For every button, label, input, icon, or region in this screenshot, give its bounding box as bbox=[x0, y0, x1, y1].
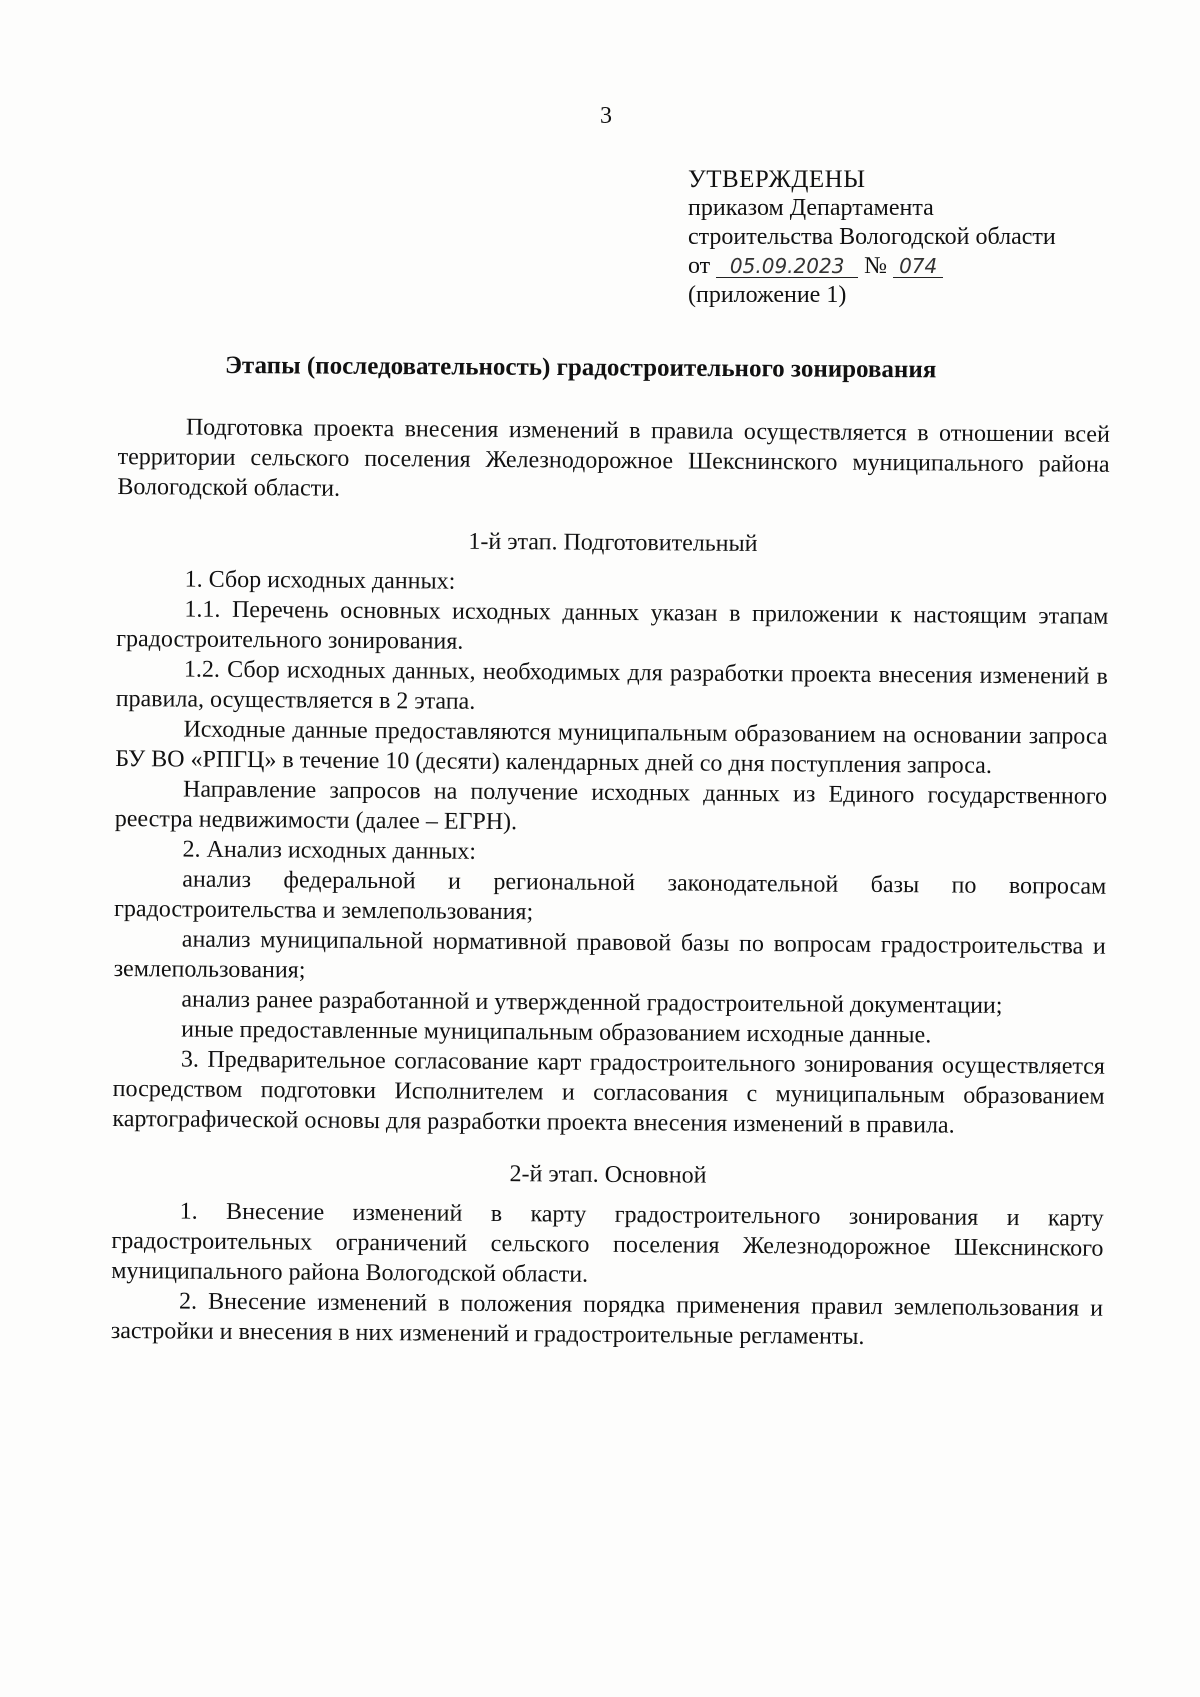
stage-2-heading: 2-й этап. Основной bbox=[509, 1161, 707, 1189]
stage-1-item-2-a: анализ федеральной и региональной законодательной базы по вопросам градостроительства и землепользования; bbox=[113, 866, 1107, 926]
stage-1-item-2-b: анализ муниципальной нормативной правовой базы по вопросам градостроительства и землепользования; bbox=[113, 926, 1106, 984]
approval-line-2: строительства Вологодской области bbox=[688, 224, 1056, 250]
approved-heading: УТВЕРЖДЕНЫ bbox=[688, 166, 866, 193]
stage-1-source-paragraph: Исходные данные предоставляются муниципальным образованием на основании запроса БУ ВО «РПГЦ» в течение 10 (десяти) календарных дней со дня поступления запроса. bbox=[115, 716, 1108, 779]
number-label: № bbox=[864, 253, 888, 279]
document-body bbox=[111, 412, 1110, 1354]
stage-1-item-3: 3. Предварительное согласование карт градостроительного зонирования осуществляется посредством подготовки Исполнителем и согласования с муниципальным образованием картографической основы для разработки проекта внесения изменений в правила. bbox=[112, 1046, 1105, 1139]
stage-1-heading: 1-й этап. Подготовительный bbox=[468, 528, 758, 558]
intro-paragraph: Подготовка проекта внесения изменений в правила осуществляется в отношении всей территории сельского поселения Железнодорожное Шекснинского муниципального района Вологодской области. bbox=[117, 414, 1110, 502]
stage-1-item-2: 2. Анализ исходных данных: bbox=[182, 836, 477, 865]
stage-2-item-2: 2. Внесение изменений в положения порядка применения правил землепользования и застройки и внесения в них изменений и градостроительные регламенты. bbox=[110, 1288, 1104, 1350]
appendix-note: (приложение 1) bbox=[688, 282, 847, 308]
approval-stamp-block bbox=[688, 165, 1056, 310]
stage-2-item-1: 1. Внесение изменений в карту градостроительного зонирования и карту градостроительных ограничений сельского поселения Железнодорожное Шекснинского муниципального района Вологодской области. bbox=[111, 1198, 1104, 1288]
handwritten-number: 074 bbox=[893, 255, 943, 278]
stage-1-requests-paragraph: Направление запросов на получение исходных данных из Единого государственного реестра недвижимости (далее – ЕГРН). bbox=[114, 776, 1108, 836]
from-label: от bbox=[688, 253, 711, 279]
document-title: Этапы (последовательность) градостроительного зонирования bbox=[224, 352, 937, 384]
stage-1-item-1-1: 1.1. Перечень основных исходных данных указан в приложении к настоящим этапам градостроительного зонирования. bbox=[116, 596, 1109, 655]
page-number: 3 bbox=[600, 103, 612, 129]
approval-date-line bbox=[688, 252, 1056, 281]
stage-1-item-1: 1. Сбор исходных данных: bbox=[184, 566, 456, 595]
stage-1-item-2-d: иные предоставленные муниципальным образованием исходные данные. bbox=[181, 1016, 932, 1049]
stage-1-item-1-2: 1.2. Сбор исходных данных, необходимых для разработки проекта внесения изменений в правила, осуществляется в 2 этапа. bbox=[115, 656, 1109, 715]
stage-1-item-2-c: анализ ранее разработанной и утвержденной градостроительной документации; bbox=[181, 986, 1003, 1019]
handwritten-date: 05.09.2023 bbox=[716, 255, 858, 278]
approval-line-1: приказом Департамента bbox=[688, 195, 934, 221]
